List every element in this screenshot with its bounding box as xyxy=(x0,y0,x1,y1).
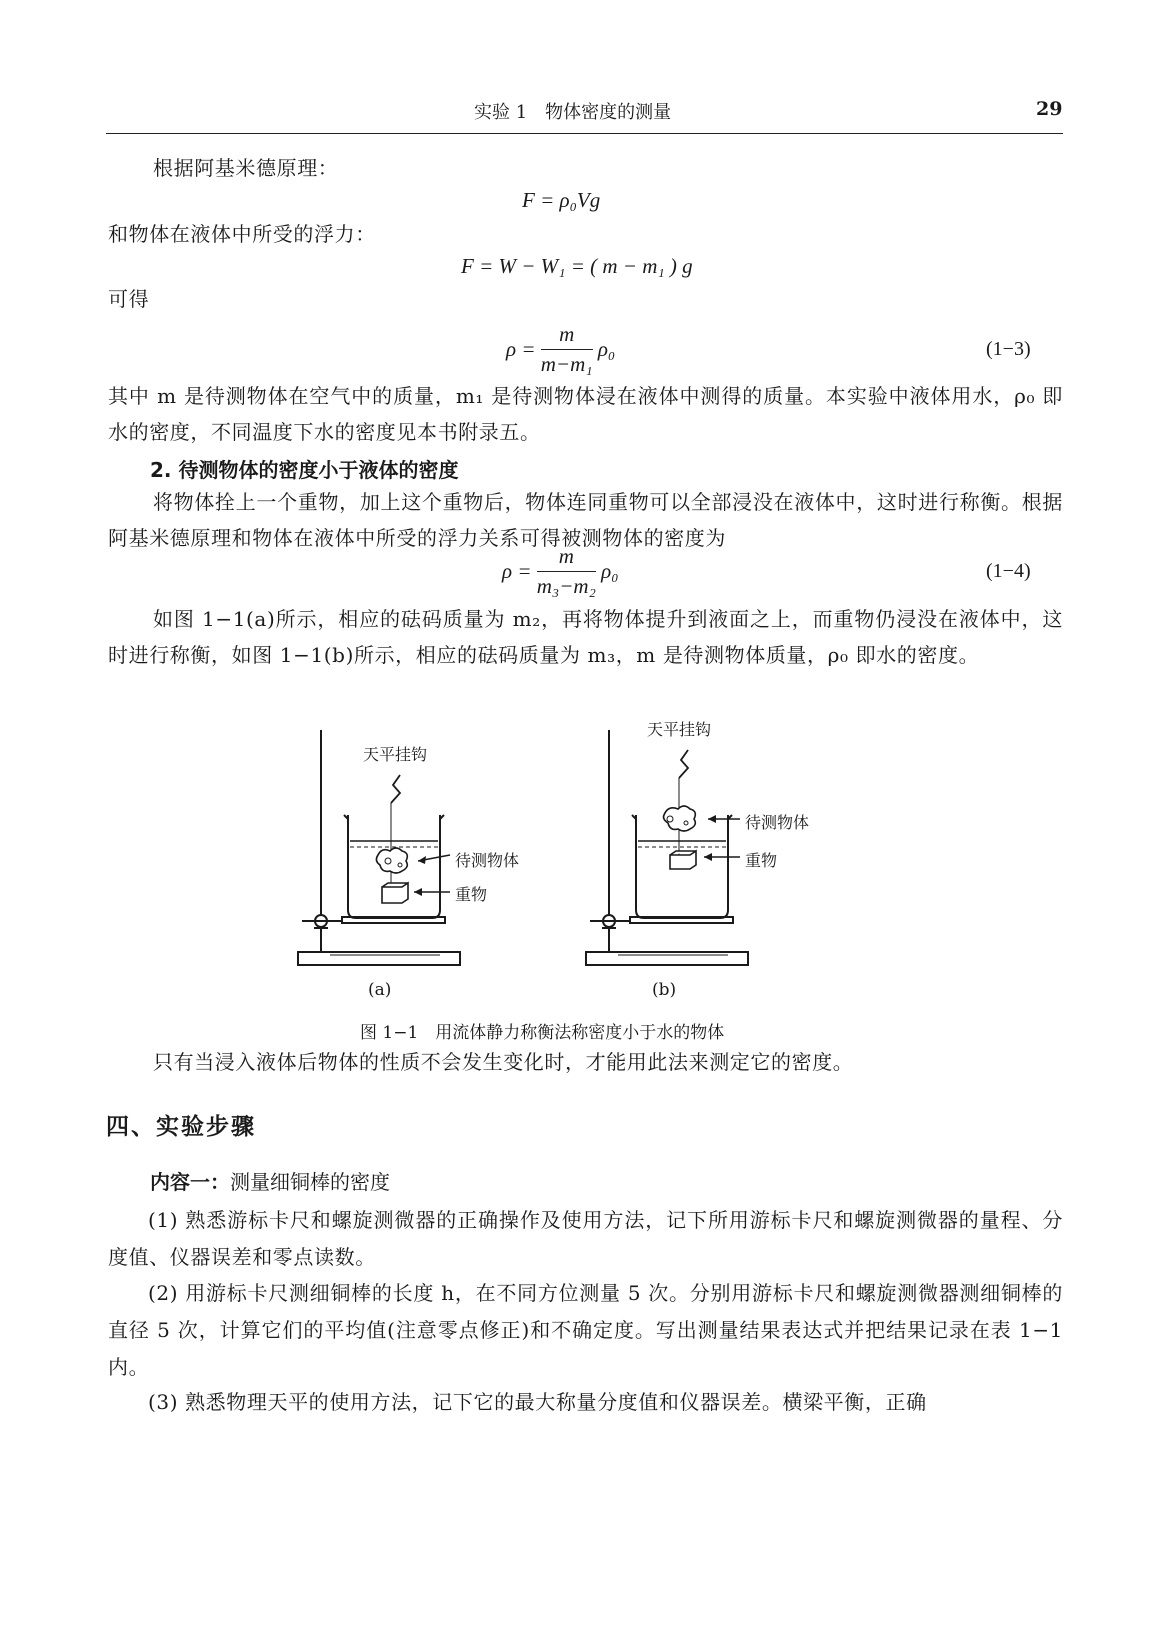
eq13-fraction xyxy=(541,322,593,377)
panel-label-a: (a) xyxy=(368,980,392,1000)
equation-1-3 xyxy=(506,322,615,377)
header-rule xyxy=(106,133,1063,134)
eq14-denominator: m₃−m₂ xyxy=(536,574,596,598)
test-object-b xyxy=(664,806,696,831)
label-test-object-b: 待测物体 xyxy=(745,813,810,832)
buoyancy-intro: 和物体在液体中所受的浮力： xyxy=(108,222,376,246)
label-balance-hook-b: 天平挂钩 xyxy=(647,720,712,739)
stand-base-b xyxy=(586,952,748,965)
balance-hook-a xyxy=(391,775,400,803)
equation-buoyancy: F = W − W₁ = ( m − m₁ ) g xyxy=(461,254,693,278)
panel-label-b: (b) xyxy=(652,980,677,1000)
step-2: (2) 用游标卡尺测细铜棒的长度 h，在不同方位测量 5 次。分别用游标卡尺和螺旋测微器测细铜棒的直径 5 次，计算它们的平均值(注意零点修正)和不确定度。写出测量结果表达式并把结果记录在表 1−1 内。 xyxy=(108,1281,1063,1379)
eq13-tail: ρ₀ xyxy=(597,337,616,361)
page-number: 29 xyxy=(1036,98,1063,120)
paragraph-case2: 将物体拴上一个重物，加上这个重物后，物体连同重物可以全部浸没在液体中，这时进行称衡。根据阿基米德原理和物体在液体中所受的浮力关系可得被测物体的密度为 xyxy=(108,490,1063,550)
step-3: (3) 熟悉物理天平的使用方法，记下它的最大称量分度值和仪器误差。横梁平衡，正确 xyxy=(148,1390,927,1414)
equation-number-1-3: (1−3) xyxy=(986,338,1031,360)
eq14-lhs: ρ = xyxy=(502,559,532,583)
eq13-lhs: ρ = xyxy=(506,337,536,361)
content-one-title: 测量细铜棒的密度 xyxy=(230,1170,390,1194)
figure-1-1 xyxy=(290,715,770,1015)
therefore-text: 可得 xyxy=(108,287,150,311)
balance-hook-b xyxy=(679,750,688,778)
label-weight-a: 重物 xyxy=(455,885,488,904)
equation-1-4 xyxy=(502,544,619,599)
eq14-fraction xyxy=(537,544,596,599)
weight-block-a xyxy=(382,883,408,903)
eq13-denominator: m−m₁ xyxy=(540,352,593,376)
eq13-numerator: m xyxy=(541,322,593,350)
label-balance-hook-a: 天平挂钩 xyxy=(363,745,428,764)
step-1: (1) 熟悉游标卡尺和螺旋测微器的正确操作及使用方法，记下所用游标卡尺和螺旋测微器的量程、分度值、仪器误差和零点读数。 xyxy=(108,1208,1063,1269)
section-heading-steps: 四、实验步骤 xyxy=(106,1114,256,1140)
case2-heading: 2. 待测物体的密度小于液体的密度 xyxy=(150,458,459,482)
figure-caption: 图 1−1 用流体静力称衡法称密度小于水的物体 xyxy=(360,1023,725,1043)
label-weight-b: 重物 xyxy=(745,851,778,870)
content-one-label: 内容一： xyxy=(150,1170,230,1194)
eq14-numerator: m xyxy=(537,544,596,572)
paragraph-figure-reference: 如图 1−1(a)所示，相应的砝码质量为 m₂，再将物体提升到液面之上，而重物仍浸没在液体中，这时进行称衡，如图 1−1(b)所示，相应的砝码质量为 m₃，m 是待测物体质量，ρ₀ 即水的密度。 xyxy=(108,607,1063,667)
equation-number-1-4: (1−4) xyxy=(986,560,1031,582)
content-one-heading xyxy=(150,1166,390,1195)
test-object-a xyxy=(376,848,407,873)
equation-archimedes: F = ρ₀Vg xyxy=(522,188,601,212)
stand-base-a xyxy=(298,952,460,965)
eq14-tail: ρ₀ xyxy=(601,559,619,583)
weight-block-b xyxy=(670,851,696,869)
paragraph-where: 其中 m 是待测物体在空气中的质量，m₁ 是待测物体浸在液体中测得的质量。本实验中液体用水，ρ₀ 即水的密度，不同温度下水的密度见本书附录五。 xyxy=(108,384,1063,444)
label-test-object-a: 待测物体 xyxy=(455,851,520,870)
archimedes-intro: 根据阿基米德原理： xyxy=(153,156,339,180)
paragraph-only-when: 只有当浸入液体后物体的性质不会发生变化时，才能用此法来测定它的密度。 xyxy=(153,1050,854,1074)
running-header-title: 实验 1 物体密度的测量 xyxy=(474,102,672,123)
